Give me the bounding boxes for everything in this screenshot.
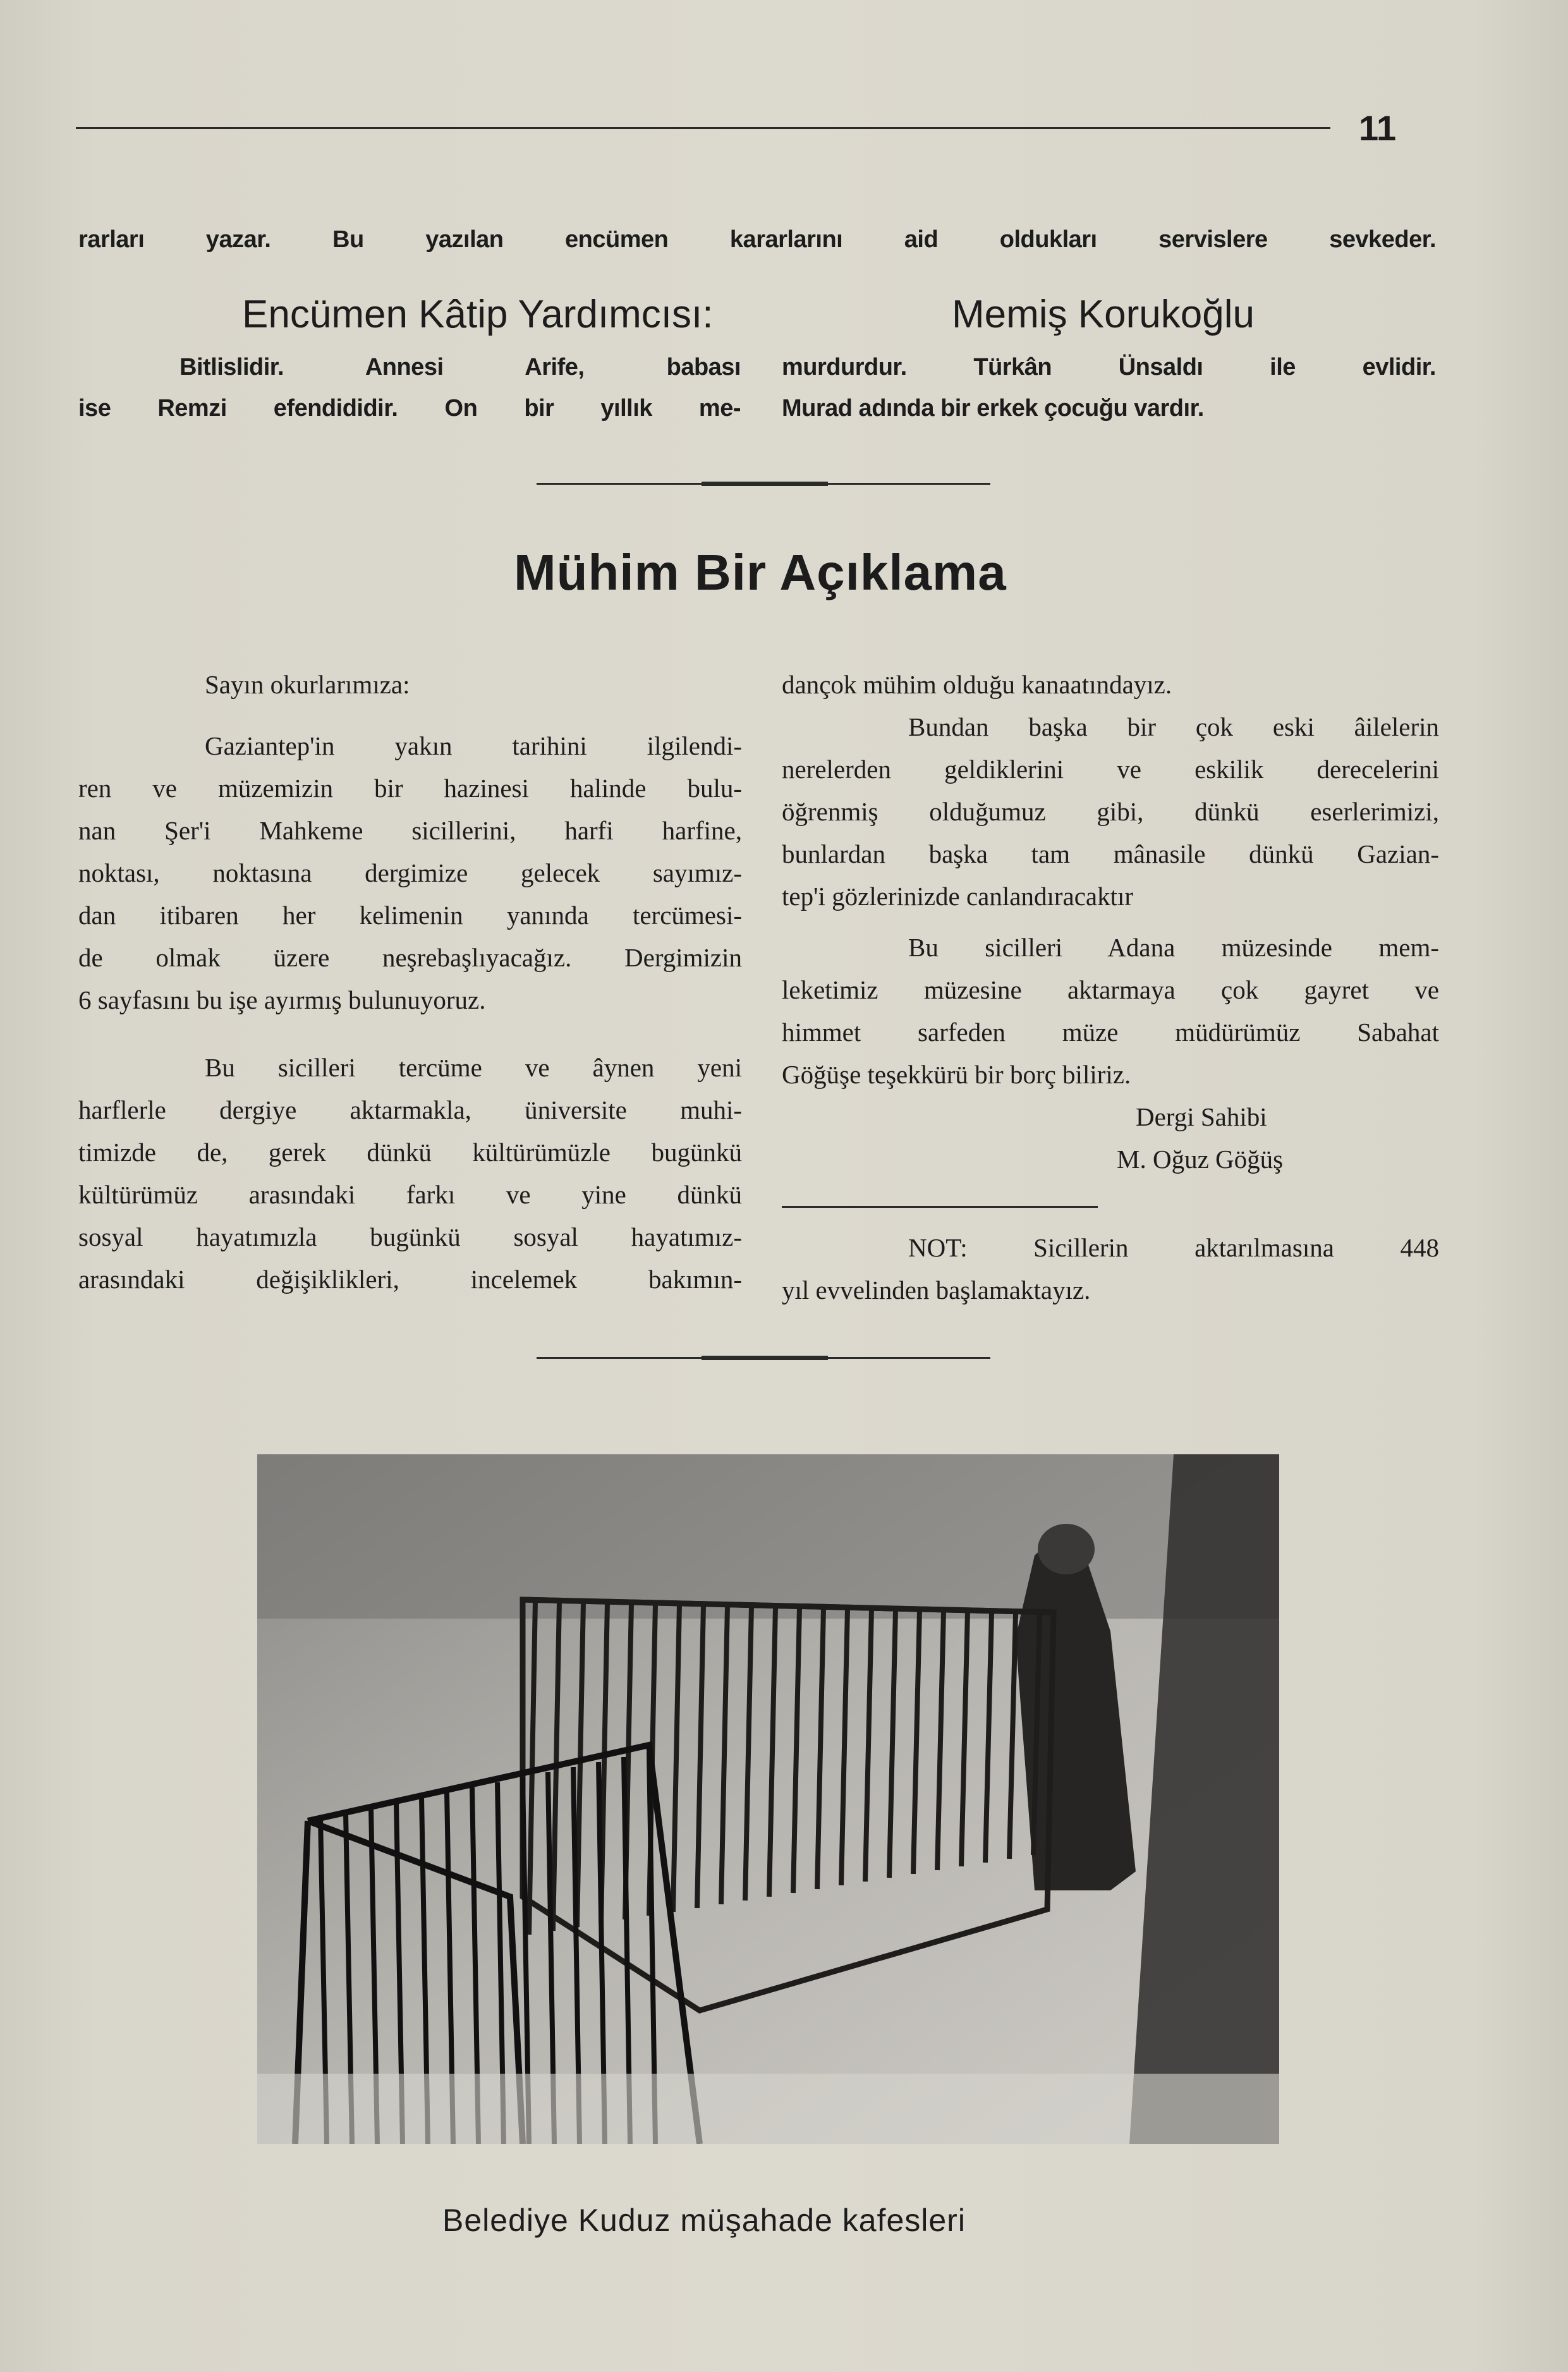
page-number: 11 xyxy=(1359,108,1397,148)
line: himmet sarfeden müze müdürümüz Sabahat xyxy=(782,1018,1439,1047)
line: Bu sicilleri tercüme ve âynen yeni xyxy=(205,1053,742,1082)
line: harflerle dergiye aktarmakla, üniversite muhi- xyxy=(78,1095,742,1124)
line: öğrenmiş olduğumuz gibi, dünkü eserlerimizi, xyxy=(782,797,1439,826)
line: noktası, noktasına dergimize gelecek sayımız- xyxy=(78,858,742,887)
line: Göğüşe teşekkürü bir borç biliriz. xyxy=(782,1060,1131,1089)
line: sosyal hayatımızla bugünkü sosyal hayatımız- xyxy=(78,1222,742,1251)
cages-photo xyxy=(257,1454,1279,2144)
divider-thick xyxy=(702,482,828,486)
line: dançok mühim olduğu kanaatındayız. xyxy=(782,670,1172,699)
line: tep'i gözlerinizde canlandıracaktır xyxy=(782,882,1134,911)
line: bunlardan başka tam mânasile dünkü Gazian- xyxy=(782,839,1439,868)
note-rule xyxy=(782,1206,1098,1208)
carryover-line: rarları yazar. Bu yazılan encümen kararlarını aid oldukları servislere sevkeder. xyxy=(78,226,1436,253)
bio-right xyxy=(782,354,1436,422)
line: ren ve müzemizin bir hazinesi halinde bulu- xyxy=(78,774,742,803)
line: de olmak üzere neşrebaşlıyacağız. Dergimizin xyxy=(78,943,742,972)
line: 6 sayfasını bu işe ayırmış bulunuyoruz. xyxy=(78,985,486,1014)
note-line: NOT: Sicillerin aktarılmasına 448 xyxy=(908,1233,1439,1262)
top-rule xyxy=(76,127,1330,129)
divider-thick xyxy=(702,1356,828,1360)
signature-title: Dergi Sahibi xyxy=(1136,1102,1267,1131)
line: Gaziantep'in yakın tarihini ilgilendi- xyxy=(205,731,742,760)
line: arasındaki değişiklikleri, incelemek bakımın- xyxy=(78,1265,742,1294)
section-heading xyxy=(242,292,1255,337)
line: kültürümüz arasındaki farkı ve yine dünkü xyxy=(78,1180,742,1209)
article-title: Mühim Bir Açıklama xyxy=(514,544,1007,600)
line: nerelerden geldiklerini ve eskilik derecelerini xyxy=(782,755,1439,784)
article-left-column xyxy=(78,664,742,1310)
line: timizde de, gerek dünkü kültürümüzle bugünkü xyxy=(78,1138,742,1167)
heading-label: Encümen Kâtip Yardımcısı: xyxy=(242,293,714,336)
bio-line: Murad adında bir erkek çocuğu vardır. xyxy=(782,395,1204,422)
line: dan itibaren her kelimenin yanında tercümesi- xyxy=(78,901,742,930)
paragraph xyxy=(78,1047,742,1301)
bio-line: ise Remzi efendididir. On bir yıllık me- xyxy=(78,395,741,422)
paragraph xyxy=(782,706,1439,918)
line: Bu sicilleri Adana müzesinde mem- xyxy=(908,933,1439,962)
line: nan Şer'i Mahkeme sicillerini, harfi harfine, xyxy=(78,816,742,845)
greeting: Sayın okurlarımıza: xyxy=(205,670,410,699)
line: Bundan başka bir çok eski âilelerin xyxy=(908,712,1439,741)
note-line: yıl evvelinden başlamaktayız. xyxy=(782,1275,1091,1305)
photo-caption: Belediye Kuduz müşahade kafesleri xyxy=(442,2203,966,2238)
bio-line: murdurdur. Türkân Ünsaldı ile evlidir. xyxy=(782,354,1436,380)
signature-name: M. Oğuz Göğüş xyxy=(1117,1145,1284,1174)
bio-left xyxy=(78,354,741,422)
article-right-column xyxy=(782,664,1439,1311)
heading-name: Memiş Korukoğlu xyxy=(952,293,1255,336)
cages-photo-drawing xyxy=(257,1454,1279,2144)
bio-line: Bitlislidir. Annesi Arife, babası xyxy=(179,354,741,380)
paragraph xyxy=(782,927,1439,1096)
paragraph xyxy=(78,725,742,1021)
line: leketimiz müzesine aktarmaya çok gayret ve xyxy=(782,975,1439,1004)
